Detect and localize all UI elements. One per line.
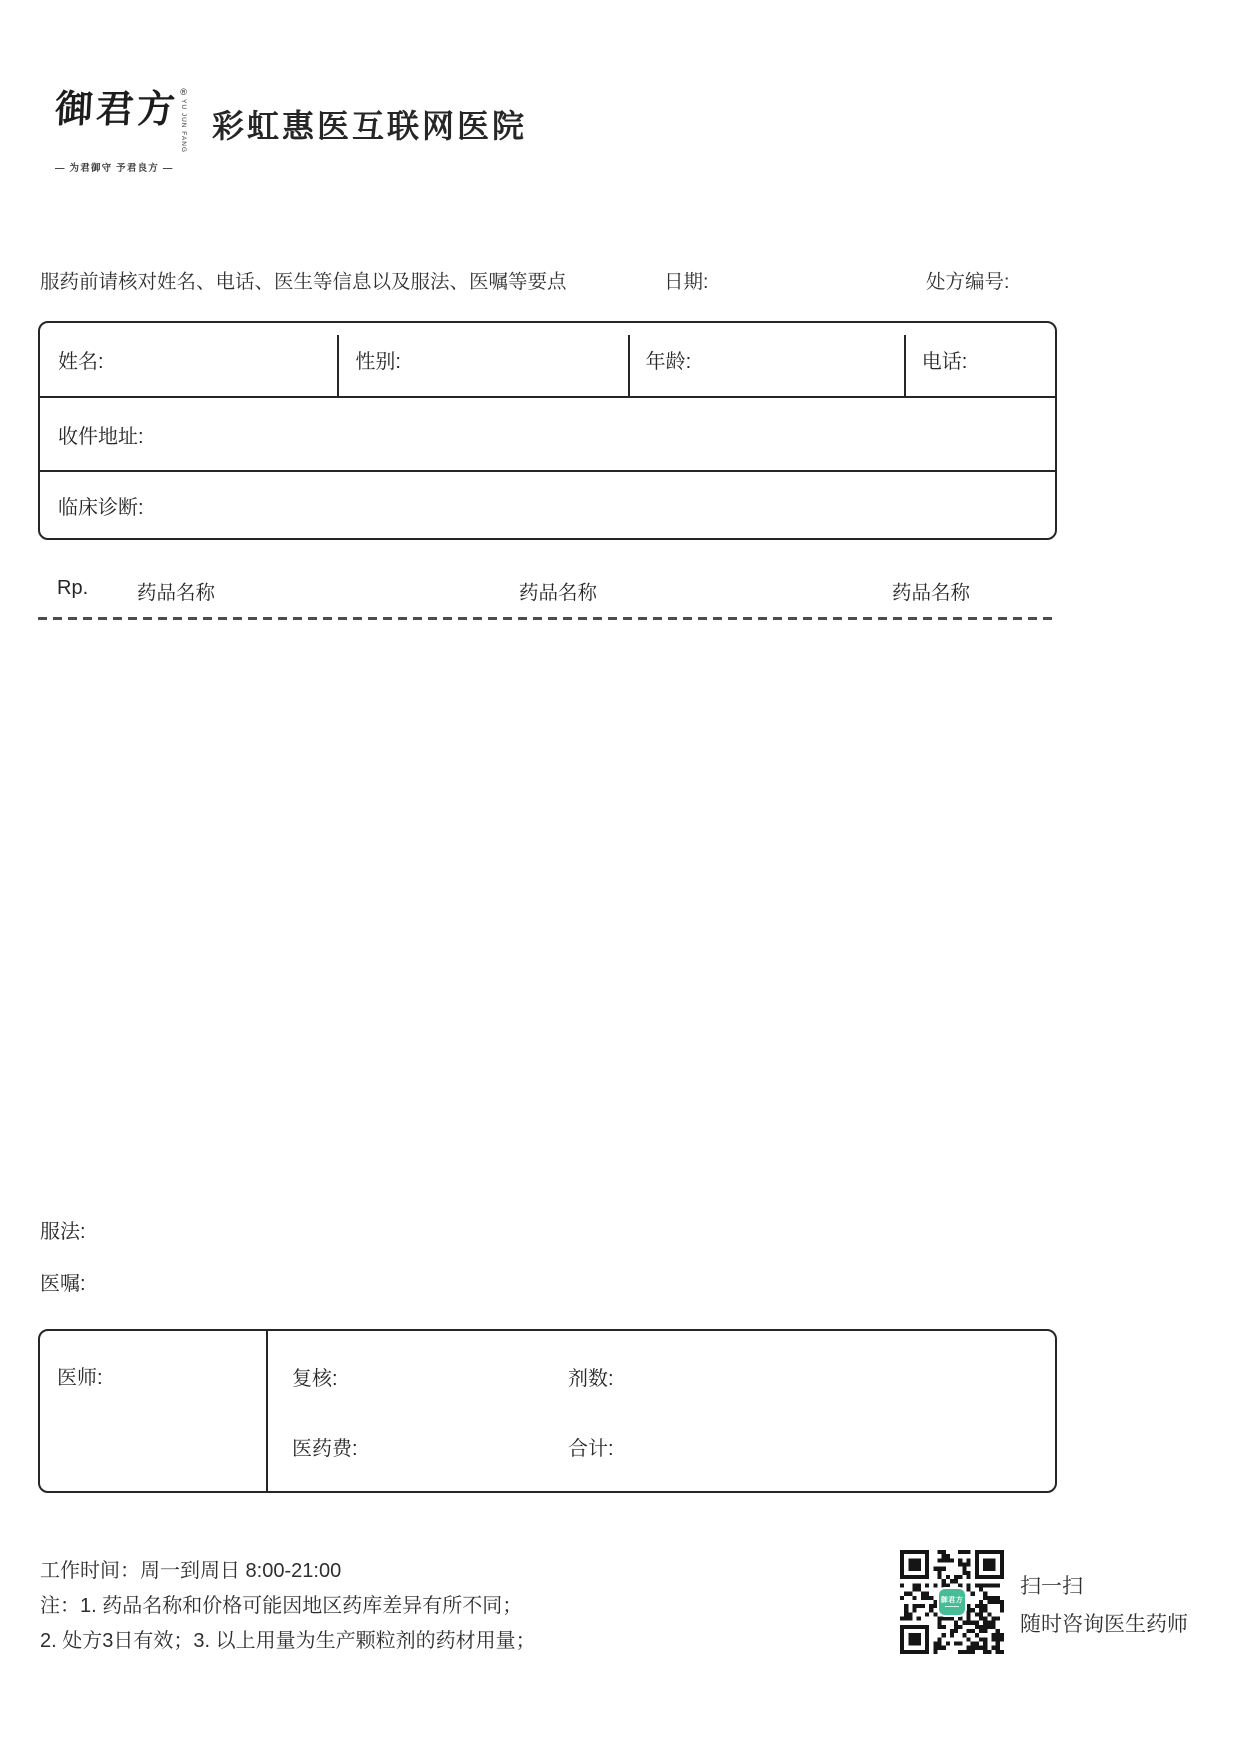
advice-field-label: 医嘱: [40,1273,86,1295]
name-field-label: 姓名: [58,351,104,373]
scan-subtitle: 随时咨询医生药师 [1020,1613,1188,1636]
doctor-field-label: 医师: [57,1367,103,1389]
qr-contact-block [900,1550,1240,1660]
phone-field [904,323,1055,396]
brand-tagline: — 为君御守 予君良方 — [55,162,174,174]
cell-divider [904,335,906,396]
qr-center-logo-text: 御君方 [940,1597,964,1604]
rx-number-field-label: 处方编号: [926,271,1010,293]
address-field-label: 收件地址: [58,425,144,448]
work-hours-text: 工作时间：周一到周日 8:00-21:00 [40,1560,342,1582]
diagnosis-field [40,472,1055,538]
gender-field-label: 性别: [355,351,401,373]
patient-info-row [40,323,1055,398]
prescription-items-area [38,625,1057,1200]
doctor-field [40,1331,268,1491]
name-field [40,323,337,396]
dose-count-field-label: 剂数: [568,1368,614,1390]
drug-column-header-2: 药品名称 [519,582,598,604]
gender-field [337,323,627,396]
verification-notice: 服药前请核对姓名、电话、医生等信息以及服法、医嘱等要点 [40,271,567,293]
age-field-label: 年龄: [645,351,692,373]
address-field [40,398,1055,472]
registered-trademark-icon: ® [180,87,187,97]
diagnosis-field-label: 临床诊断: [58,496,144,519]
brand-logo-text: 御君方 [53,86,180,131]
note-line-2: 2. 处方3日有效；3. 以上用量为生产颗粒剂的药材用量； [40,1630,536,1652]
reviewer-field-label: 复核: [292,1368,338,1390]
usage-field-label: 服法: [40,1221,86,1243]
note-line-1: 注：1. 药品名称和价格可能因地区药库差异有所不同； [40,1595,523,1617]
drug-column-header-3: 药品名称 [892,582,971,604]
scan-title: 扫一扫 [1020,1575,1083,1598]
patient-info-box [38,321,1057,540]
qr-center-logo [939,1589,965,1615]
drug-list-dashed-divider [38,617,1057,620]
cell-divider [628,335,630,396]
brand-logo-pinyin: YU JUN FANG [180,99,188,153]
rp-label: Rp. [57,577,89,599]
qr-code [900,1550,1004,1654]
medicine-fee-field-label: 医药费: [292,1438,358,1460]
drug-column-header-1: 药品名称 [137,582,216,604]
hospital-name: 彩虹惠医互联网医院 [212,108,528,144]
signature-summary-box [38,1329,1057,1493]
phone-field-label: 电话: [921,351,968,373]
date-field-label: 日期: [664,271,709,293]
total-field-label: 合计: [568,1438,614,1460]
cell-divider [337,335,339,396]
brand-logo [55,88,205,174]
age-field [628,323,904,396]
summary-fields [268,1331,1055,1491]
